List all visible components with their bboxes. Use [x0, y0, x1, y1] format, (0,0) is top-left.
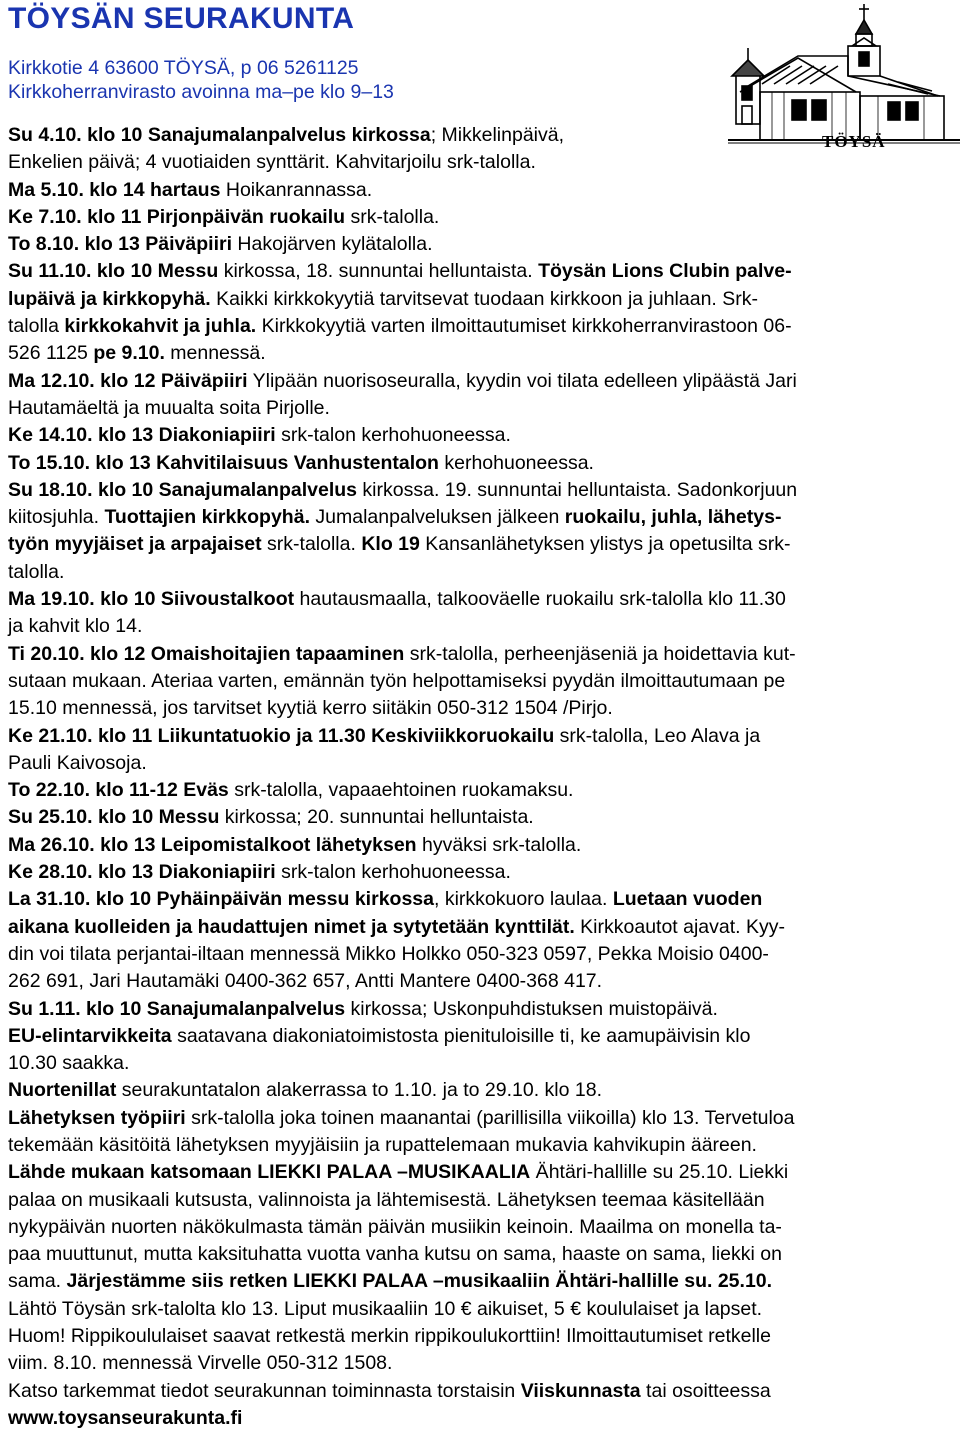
event-text: kirkossa; Uskonpuhdistuksen muistopäivä.: [345, 997, 718, 1020]
event-line: [8, 450, 952, 477]
event-line: [8, 668, 952, 695]
event-text: Kahvitarjoilu srk-talolla.: [329, 151, 536, 174]
event-text: Katso tarkemmat tiedot seurakunnan toiminnasta torstaisin: [8, 1379, 521, 1402]
event-text: Lähtö Töysän srk-talolta klo 13. Liput musikaaliin 10 € aikuiset, 5 € koululaiset ja lapset.: [8, 1297, 763, 1320]
event-text: , kirkkokuoro laulaa.: [433, 888, 613, 911]
event-text: 262 691, Jari Hautamäki 0400-362 657, Antti Mantere 0400-368 417.: [8, 970, 603, 993]
event-text: tai osoitteessa: [640, 1379, 771, 1402]
event-highlight: Su 11.10. klo 10 Messu: [8, 260, 219, 283]
event-highlight: lupäivä ja kirkkopyhä.: [8, 287, 211, 310]
event-line: [8, 258, 952, 285]
event-line: [8, 914, 952, 941]
event-text: Kaikki kirkkokyytiä tarvitsevat tuodaan kirkkoon ja juhlaan. Srk-: [210, 287, 759, 310]
event-line: [8, 1296, 952, 1323]
event-highlight: La 31.10. klo 10 Pyhäinpäivän messu kirkossa: [8, 888, 434, 911]
event-text: ja kahvit klo 14.: [8, 615, 143, 638]
event-highlight: EU-elintarvikkeita: [8, 1024, 172, 1047]
page-title: TÖYSÄN SEURAKUNTA: [8, 2, 355, 35]
event-highlight: To 15.10. klo 13 Kahvitilaisuus Vanhustentalon: [8, 451, 439, 474]
event-highlight: Nuortenillat: [8, 1079, 117, 1102]
event-text: talolla: [8, 315, 65, 338]
event-text: saatavana diakoniatoimistosta pienituloisille ti, ke aamupäivisin klo: [171, 1024, 751, 1047]
event-text: Enkelien päivä; 4 vuotiaiden synttärit.: [8, 151, 330, 174]
event-text: seurakuntatalon alakerrassa to 1.10. ja to 29.10. klo 18.: [116, 1079, 602, 1102]
office-hours-line: Kirkkoherranvirasto avoinna ma–pe klo 9–13: [8, 81, 394, 103]
event-highlight: Ke 21.10. klo 11 Liikuntatuokio ja 11.30 Keskiviikkoruokailu: [8, 724, 555, 747]
event-line: [8, 586, 952, 613]
event-text: kirkossa, 18. sunnuntai helluntaista.: [218, 260, 539, 283]
event-highlight: Tuottajien kirkkopyhä.: [104, 506, 310, 529]
event-text: srk-talon kerhohuoneessa.: [275, 424, 511, 447]
event-highlight: Töysän Lions Clubin palve-: [538, 260, 792, 283]
event-line: [8, 122, 952, 149]
event-highlight: Su 18.10. klo 10 Sanajumalanpalvelus: [8, 478, 358, 501]
event-line: [8, 1350, 952, 1377]
event-line: [8, 1023, 952, 1050]
event-highlight: Ke 14.10. klo 13 Diakoniapiiri: [8, 424, 276, 447]
event-text: sama.: [8, 1270, 67, 1293]
event-text: Kirkkoautot ajavat. Kyy-: [574, 915, 786, 938]
event-text: kiitosjuhla.: [8, 506, 105, 529]
event-highlight: To 22.10. klo 11-12 Eväs: [8, 779, 229, 802]
event-line: [8, 1105, 952, 1132]
event-highlight: Su 25.10. klo 10 Messu: [8, 806, 220, 829]
event-line: [8, 777, 952, 804]
event-highlight: Ti 20.10. klo 12 Omaishoitajien tapaaminen: [8, 642, 405, 665]
event-line: [8, 1077, 952, 1104]
event-text: tekemään käsitöitä lähetyksen myyjäisiin ja rupattelemaan mukavia kahvikupin ääreen.: [8, 1133, 757, 1156]
event-line: [8, 531, 952, 558]
event-line: [8, 559, 952, 586]
event-highlight: Su 1.11. klo 10 Sanajumalanpalvelus: [8, 997, 346, 1020]
event-line: [8, 613, 952, 640]
event-line: [8, 504, 952, 531]
event-line: [8, 395, 952, 422]
event-line: [8, 941, 952, 968]
event-text: srk-talolla, Leo Alava ja: [554, 724, 761, 747]
event-text: hyväksi srk-talolla.: [416, 833, 582, 856]
event-text: srk-talolla.: [261, 533, 362, 556]
event-highlight: ruokailu, juhla, lähetys-: [564, 506, 782, 529]
event-line: [8, 368, 952, 395]
event-line: [8, 1050, 952, 1077]
event-text: kirkossa. 19. sunnuntai helluntaista. Sadonkorjuun: [357, 478, 798, 501]
event-line: [8, 1187, 952, 1214]
event-line: [8, 968, 952, 995]
event-line: [8, 886, 952, 913]
event-line: [8, 177, 952, 204]
event-highlight: työn myyjäiset ja arpajaiset: [8, 533, 262, 556]
event-text: sutaan mukaan. Ateriaa varten, emännän työn helpottamiseksi pyydän ilmoittautumaan pe: [8, 669, 786, 692]
event-text: Kirkkokyytiä varten ilmoittautumiset kirkkoherranvirastoon 06-: [256, 315, 792, 338]
contact-info: [8, 56, 394, 104]
event-text: Hakojärven kylätalolla.: [232, 233, 433, 256]
event-line: [8, 1214, 952, 1241]
event-text: hautausmaalla, talkooväelle ruokailu srk-talolla klo 11.30: [294, 588, 786, 611]
event-highlight: Ma 19.10. klo 10 Siivoustalkoot: [8, 588, 295, 611]
event-text: 10.30 saakka.: [8, 1052, 130, 1075]
event-line: [8, 1405, 952, 1432]
event-line: [8, 1268, 952, 1295]
event-highlight: Viiskunnasta: [520, 1379, 641, 1402]
event-text: srk-talon kerhohuoneessa.: [275, 861, 511, 884]
event-highlight: www.toysanseurakunta.fi: [8, 1406, 243, 1429]
event-text: Jumalanpalveluksen jälkeen: [309, 506, 565, 529]
event-text: Kansanlähetyksen ylistys ja opetusilta srk-: [419, 533, 791, 556]
event-text: palaa on musikaali kutsusta, valinnoista ja lähtemisestä. Lähetyksen teemaa käsitellään: [8, 1188, 765, 1211]
event-line: [8, 422, 952, 449]
event-line: [8, 1323, 952, 1350]
event-text: Huom! Rippikoululaiset saavat retkestä merkin rippikoulukorttiin! Ilmoittautumiset retkelle: [8, 1325, 771, 1348]
event-text: din voi tilata perjantai-iltaan mennessä Mikko Holkko 050-323 0597, Pekka Moisio 0400-: [8, 942, 769, 965]
event-line: [8, 477, 952, 504]
event-line: [8, 286, 952, 313]
address-line: Kirkkotie 4 63600 TÖYSÄ, p 06 5261125: [8, 57, 359, 79]
events-list: [8, 122, 952, 1432]
event-line: [8, 204, 952, 231]
event-highlight: Su 4.10. klo 10 Sanajumalanpalvelus kirkossa: [8, 124, 431, 146]
event-line: [8, 149, 952, 176]
event-highlight: Luetaan vuoden: [612, 888, 763, 911]
event-line: [8, 1159, 952, 1186]
event-line: [8, 313, 952, 340]
event-line: [8, 750, 952, 777]
event-line: [8, 695, 952, 722]
event-text: srk-talolla, vapaaehtoinen ruokamaksu.: [228, 779, 574, 802]
event-text: kerhohuoneessa.: [438, 451, 594, 474]
event-text: mennessä.: [164, 342, 266, 365]
event-text: viim. 8.10. mennessä Virvelle 050-312 1508.: [8, 1352, 393, 1375]
event-line: [8, 1132, 952, 1159]
event-highlight: To 8.10. klo 13 Päiväpiiri: [8, 233, 232, 256]
event-text: Ähtäri-hallille su 25.10. Liekki: [530, 1161, 789, 1184]
event-line: [8, 723, 952, 750]
event-text: ; Mikkelinpäivä,: [430, 124, 565, 146]
event-highlight: kirkkokahvit ja juhla.: [64, 315, 257, 338]
event-highlight: Järjestämme siis retken LIEKKI PALAA –musikaaliin Ähtäri-hallille su. 25.10.: [66, 1270, 773, 1293]
event-line: [8, 1378, 952, 1405]
event-line: [8, 641, 952, 668]
event-text: Hoikanrannassa.: [220, 178, 373, 201]
event-line: [8, 832, 952, 859]
event-text: srk-talolla.: [345, 205, 440, 228]
event-text: srk-talolla joka toinen maanantai (parillisilla viikoilla) klo 13. Tervetuloa: [185, 1106, 795, 1129]
event-text: nykypäivän nuorten näkökulmasta tämän päivän musiikin keinoin. Maailma on monella ta-: [8, 1215, 782, 1238]
event-text: Ylipään nuorisoseuralla, kyydin voi tilata edelleen ylipäästä Jari: [247, 369, 797, 392]
event-line: [8, 231, 952, 258]
event-highlight: Klo 19: [361, 533, 420, 556]
event-line: [8, 1241, 952, 1268]
event-highlight: Ke 7.10. klo 11 Pirjonpäivän ruokailu: [8, 205, 346, 228]
event-highlight: Ma 12.10. klo 12 Päiväpiiri: [8, 369, 248, 392]
event-line: [8, 804, 952, 831]
event-text: paa muuttunut, mutta kaksituhatta vuotta vanha kutsu on sama, haaste on sama, liekki on: [8, 1243, 782, 1266]
event-highlight: Ma 5.10. klo 14 hartaus: [8, 178, 221, 201]
event-line: [8, 859, 952, 886]
event-highlight: Ke 28.10. klo 13 Diakoniapiiri: [8, 861, 276, 884]
event-highlight: pe 9.10.: [93, 342, 165, 365]
event-line: [8, 996, 952, 1023]
logo-caption: TÖYSÄ: [822, 132, 886, 151]
event-text: 15.10 mennessä, jos tarvitset kyytiä kerro siitäkin 050-312 1504 /Pirjo.: [8, 697, 613, 720]
event-line: [8, 340, 952, 367]
event-text: 526 1125: [8, 342, 94, 365]
event-text: Pauli Kaivosoja.: [8, 751, 147, 774]
event-text: Hautamäeltä ja muualta soita Pirjolle.: [8, 396, 330, 419]
event-highlight: aikana kuolleiden ja haudattujen nimet ja sytytetään kynttilät.: [8, 915, 575, 938]
event-highlight: Ma 26.10. klo 13 Leipomistalkoot lähetyksen: [8, 833, 417, 856]
event-highlight: Lähde mukaan katsomaan LIEKKI PALAA –MUSIKAALIA: [8, 1161, 531, 1184]
event-highlight: Lähetyksen työpiiri: [8, 1106, 186, 1129]
event-text: srk-talolla, perheenjäseniä ja hoidettavia kut-: [404, 642, 796, 665]
event-text: kirkossa; 20. sunnuntai helluntaista.: [219, 806, 534, 829]
event-text: talolla.: [8, 560, 65, 583]
